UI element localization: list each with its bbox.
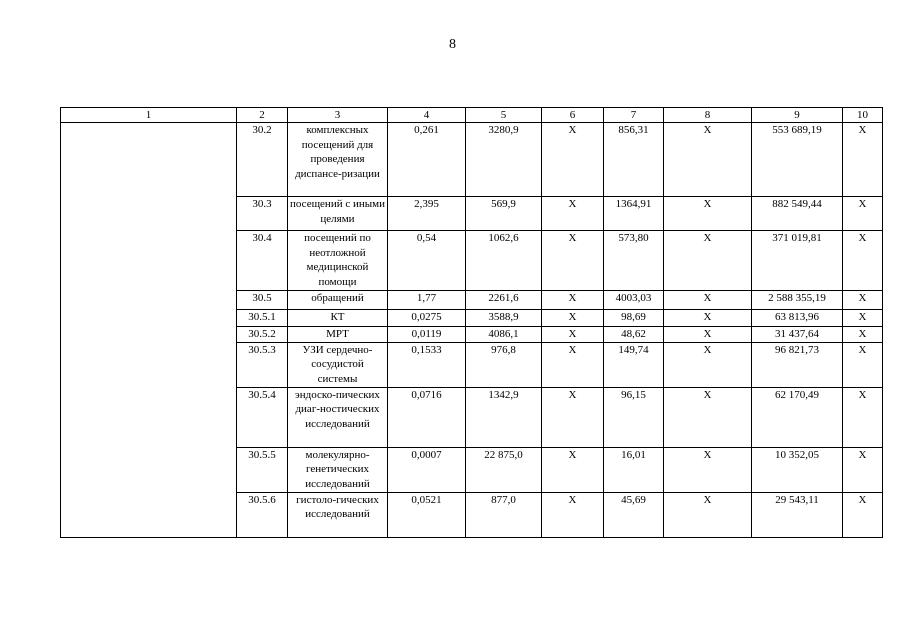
cell-7: 573,80 (604, 231, 664, 291)
column-header: 6 (542, 108, 604, 123)
cell-8: Х (664, 291, 752, 310)
cell-7: 16,01 (604, 447, 664, 492)
row-code: 30.5 (237, 291, 288, 310)
cell-5: 877,0 (466, 492, 542, 537)
table-row (61, 123, 883, 197)
cell-6: Х (542, 327, 604, 343)
cell-6: Х (542, 492, 604, 537)
column-header: 5 (466, 108, 542, 123)
cell-8: Х (664, 310, 752, 327)
cell-9: 31 437,64 (752, 327, 843, 343)
cell-6: Х (542, 387, 604, 447)
row-code: 30.4 (237, 231, 288, 291)
cell-5: 976,8 (466, 342, 542, 387)
cell-4: 0,0007 (388, 447, 466, 492)
cell-8: Х (664, 327, 752, 343)
cell-5: 569,9 (466, 197, 542, 231)
cell-4: 0,0521 (388, 492, 466, 537)
row-name: обращений (288, 291, 388, 310)
cell-9: 62 170,49 (752, 387, 843, 447)
cell-9: 553 689,19 (752, 123, 843, 197)
cell-10: Х (843, 387, 883, 447)
cell-4: 0,261 (388, 123, 466, 197)
cell-9: 96 821,73 (752, 342, 843, 387)
cell-10: Х (843, 492, 883, 537)
row-code: 30.5.6 (237, 492, 288, 537)
cell-6: Х (542, 342, 604, 387)
cell-8: Х (664, 492, 752, 537)
cell-8: Х (664, 123, 752, 197)
cell-6: Х (542, 310, 604, 327)
row-code: 30.3 (237, 197, 288, 231)
cell-7: 4003,03 (604, 291, 664, 310)
row-name: МРТ (288, 327, 388, 343)
cell-6: Х (542, 123, 604, 197)
cell-5: 1062,6 (466, 231, 542, 291)
cell-8: Х (664, 197, 752, 231)
cell-5: 4086,1 (466, 327, 542, 343)
row-name: комплексных посещений для проведения диспансе-ризации (288, 123, 388, 197)
row-code: 30.5.5 (237, 447, 288, 492)
column-header: 10 (843, 108, 883, 123)
column-header: 7 (604, 108, 664, 123)
cell-7: 96,15 (604, 387, 664, 447)
cell-9: 63 813,96 (752, 310, 843, 327)
cell-9: 2 588 355,19 (752, 291, 843, 310)
empty-cell (61, 123, 237, 538)
cell-6: Х (542, 291, 604, 310)
cell-6: Х (542, 447, 604, 492)
cell-7: 98,69 (604, 310, 664, 327)
column-header: 9 (752, 108, 843, 123)
cell-6: Х (542, 197, 604, 231)
cell-8: Х (664, 231, 752, 291)
cell-8: Х (664, 342, 752, 387)
cell-5: 22 875,0 (466, 447, 542, 492)
row-name: УЗИ сердечно-сосудистой системы (288, 342, 388, 387)
cell-7: 1364,91 (604, 197, 664, 231)
row-name: гистоло-гических исследований (288, 492, 388, 537)
cell-4: 0,54 (388, 231, 466, 291)
cell-9: 10 352,05 (752, 447, 843, 492)
cell-9: 29 543,11 (752, 492, 843, 537)
column-header: 4 (388, 108, 466, 123)
cell-10: Х (843, 310, 883, 327)
cell-9: 882 549,44 (752, 197, 843, 231)
column-header: 3 (288, 108, 388, 123)
row-name: посещений с иными целями (288, 197, 388, 231)
cell-8: Х (664, 387, 752, 447)
data-table (60, 107, 883, 538)
cell-10: Х (843, 447, 883, 492)
cell-4: 1,77 (388, 291, 466, 310)
cell-10: Х (843, 327, 883, 343)
cell-4: 0,0716 (388, 387, 466, 447)
cell-4: 0,1533 (388, 342, 466, 387)
cell-7: 45,69 (604, 492, 664, 537)
row-name: молекулярно-генетических исследований (288, 447, 388, 492)
row-code: 30.5.1 (237, 310, 288, 327)
cell-10: Х (843, 123, 883, 197)
row-code: 30.5.4 (237, 387, 288, 447)
cell-10: Х (843, 231, 883, 291)
column-header: 2 (237, 108, 288, 123)
row-code: 30.2 (237, 123, 288, 197)
cell-9: 371 019,81 (752, 231, 843, 291)
column-header: 1 (61, 108, 237, 123)
cell-4: 0,0119 (388, 327, 466, 343)
column-header: 8 (664, 108, 752, 123)
cell-4: 0,0275 (388, 310, 466, 327)
header-row (61, 108, 883, 123)
cell-10: Х (843, 291, 883, 310)
cell-7: 48,62 (604, 327, 664, 343)
row-name: эндоско-пических диаг-ностических исследований (288, 387, 388, 447)
row-name: КТ (288, 310, 388, 327)
row-code: 30.5.2 (237, 327, 288, 343)
cell-5: 1342,9 (466, 387, 542, 447)
cell-4: 2,395 (388, 197, 466, 231)
cell-5: 2261,6 (466, 291, 542, 310)
cell-7: 149,74 (604, 342, 664, 387)
cell-5: 3588,9 (466, 310, 542, 327)
row-code: 30.5.3 (237, 342, 288, 387)
page-number: 8 (449, 37, 456, 52)
cell-6: Х (542, 231, 604, 291)
row-name: посещений по неотложной медицинской помощи (288, 231, 388, 291)
cell-7: 856,31 (604, 123, 664, 197)
cell-10: Х (843, 342, 883, 387)
cell-8: Х (664, 447, 752, 492)
cell-5: 3280,9 (466, 123, 542, 197)
cell-10: Х (843, 197, 883, 231)
